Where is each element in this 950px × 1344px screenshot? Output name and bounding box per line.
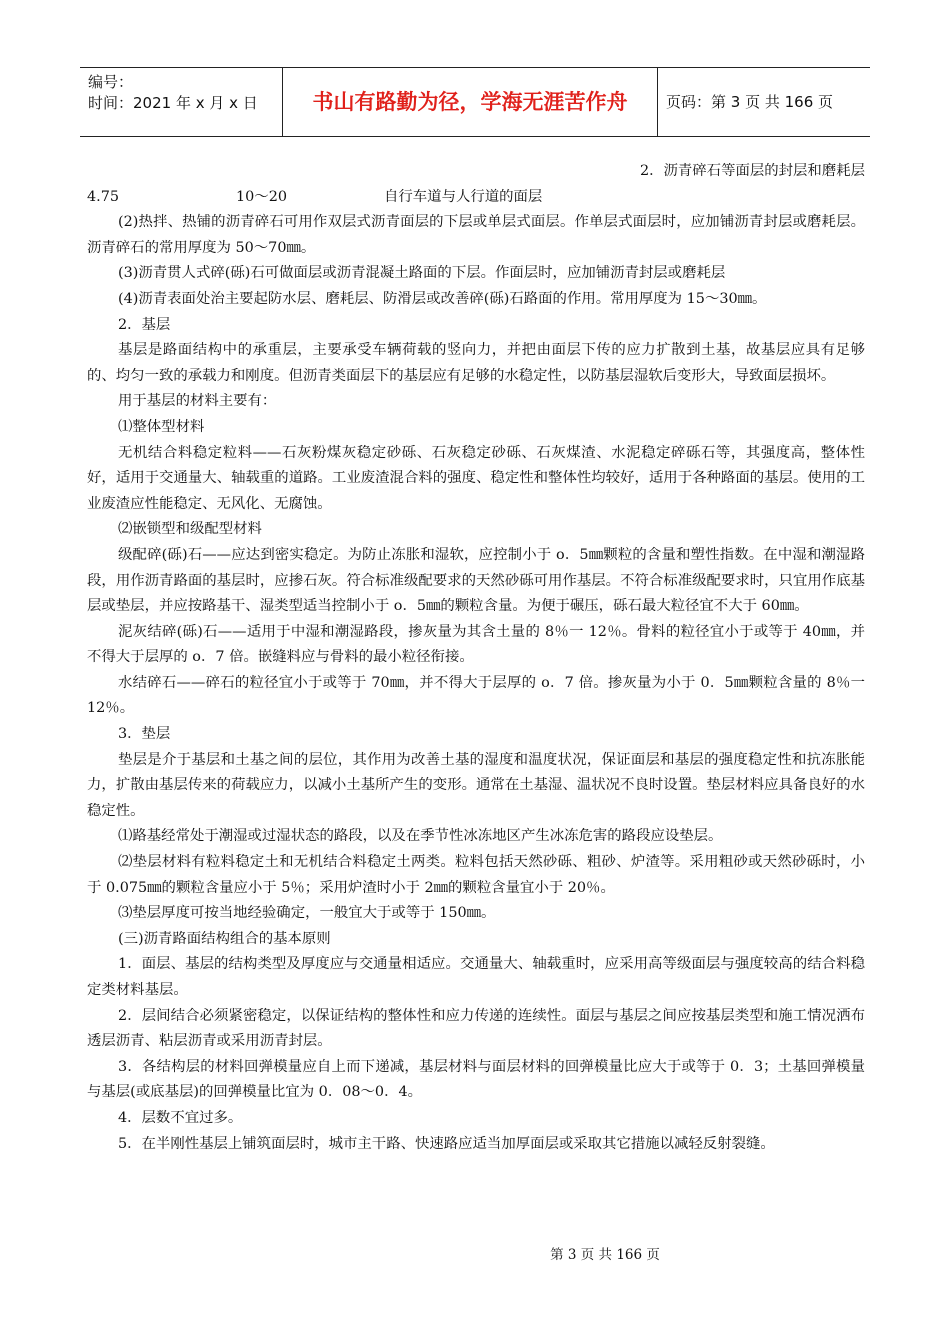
header-meta-cell [80, 68, 283, 136]
table-row [87, 185, 865, 211]
list-item: 4．层数不宜过多。 [118, 1109, 243, 1126]
section-heading: 3．垫层 [118, 726, 171, 743]
page-footer: 第 3 页 共 166 页 [550, 1247, 660, 1263]
list-item: ⑵嵌锁型和级配型材料 [118, 521, 262, 538]
list-item: 3．各结构层的材料回弹模量应自上而下递减，基层材料与面层材料的回弹模量比应大于或等于 0．3；土基回弹模量与基层(或底基层)的回弹模量比宜为 0．08～0．4。 [87, 1058, 865, 1101]
list-item: ⑴整体型材料 [118, 418, 205, 435]
paragraph: 垫层是介于基层和土基之间的层位，其作用为改善土基的湿度和温度状况，保证面层和基层的强度稳定性和抗冻胀能力，扩散由基层传来的荷载应力，以减小土基所产生的变形。通常在土基湿、温状况不良时设置。垫层材料应具备良好的水稳定性。 [87, 751, 865, 819]
table-cell-size: 4.75 [87, 188, 120, 205]
list-item: 5．在半刚性基层上铺筑面层时，城市主干路、快速路应适当加厚面层或采取其它措施以减轻反射裂缝。 [118, 1135, 775, 1152]
table-cell-thickness: 10～20 [236, 188, 288, 205]
paragraph: 用于基层的材料主要有： [118, 393, 277, 410]
section-heading: (三)沥青路面结构组合的基本原则 [118, 930, 331, 947]
document-number-label: 编号： [88, 73, 134, 91]
header-page-number: 页码：第 3 页 共 166 页 [666, 93, 834, 111]
section-heading-seal-layer: 2．沥青碎石等面层的封层和磨耗层 [639, 163, 865, 179]
header-motto: 书山有路勤为径，学海无涯苦作舟 [283, 68, 658, 136]
list-item: 1．面层、基层的结构类型及厚度应与交通量相适应。交通量大、轴载重时，应采用高等级面层与强度较高的结合料稳定类材料基层。 [87, 956, 865, 998]
document-body [87, 159, 865, 1157]
list-item: ⑶垫层厚度可按当地经验确定，一般宜大于或等于 150㎜。 [118, 905, 496, 922]
paragraph: 水结碎石——碎石的粒径宜小于或等于 70㎜，并不得大于层厚的 o．7 倍。掺灰量为小于 0．5㎜颗粒含量的 8％一 12％。 [87, 674, 865, 717]
paragraph: 泥灰结碎(砾)石——适用于中湿和潮湿路段，掺灰量为其含土量的 8％一 12％。骨料的粒径宜小于或等于 40㎜，并不得大于层厚的 o．7 倍。嵌缝料应与骨料的最小粒径衔接。 [87, 623, 865, 666]
paragraph: (2)热拌、热铺的沥青碎石可用作双层式沥青面层的下层或单层式面层。作单层式面层时，应加铺沥青封层或磨耗层。沥青碎石的常用厚度为 50～70㎜。 [87, 214, 865, 256]
paragraph: (3)沥青贯人式碎(砾)石可做面层或沥青混凝土路面的下层。作面层时，应加铺沥青封层或磨耗层 [118, 265, 726, 282]
page-header [80, 67, 870, 137]
list-item: ⑴路基经常处于潮湿或过湿状态的路段，以及在季节性冰冻地区产生冰冻危害的路段应设垫层。 [118, 828, 723, 845]
paragraph: 基层是路面结构中的承重层，主要承受车辆荷载的竖向力，并把由面层下传的应力扩散到土基，故基层应具有足够的、均匀一致的承载力和刚度。但沥青类面层下的基层应有足够的水稳定性，以防基层湿软后变形大，导致面层损坏。 [87, 342, 865, 384]
paragraph: (4)沥青表面处治主要起防水层、磨耗层、防滑层或改善碎(砾)石路面的作用。常用厚度为 15～30㎜。 [118, 290, 767, 307]
section-heading: 2．基层 [118, 316, 171, 333]
document-date-label: 时间：2021 年 x 月 x 日 [88, 94, 258, 112]
list-item: 2．层间结合必须紧密稳定，以保证结构的整体性和应力传递的连续性。面层与基层之间应按基层类型和施工情况洒布透层沥青、粘层沥青或采用沥青封层。 [87, 1007, 865, 1050]
list-item: ⑵垫层材料有粒料稳定土和无机结合料稳定土两类。粒料包括天然砂砾、粗砂、炉渣等。采用粗砂或天然砂砾时，小于 0.075㎜的颗粒含量应小于 5％；采用炉渣时小于 2㎜的颗粒含量宜小于 20％。 [87, 854, 865, 896]
table-cell-usage: 自行车道与人行道的面层 [384, 188, 543, 205]
paragraph: 无机结合料稳定粒料——石灰粉煤灰稳定砂砾、石灰稳定砂砾、石灰煤渣、水泥稳定碎砾石等，其强度高，整体性好，适用于交通量大、轴载重的道路。工业废渣混合料的强度、稳定性和整体性均较好，适用于各种路面的基层。使用的工业废渣应性能稳定、无风化、无腐蚀。 [87, 444, 865, 512]
paragraph: 级配碎(砾)石——应达到密实稳定。为防止冻胀和湿软，应控制小于 o．5㎜颗粒的含量和塑性指数。在中湿和潮湿路段，用作沥青路面的基层时，应掺石灰。符合标准级配要求的天然砂砾可用作基层。不符合标准级配要求时，只宜用作底基层或垫层，并应按路基干、湿类型适当控制小于 o．5㎜的颗粒含量。为便于碾压，砾石最大粒径宜不大于 60㎜。 [87, 546, 865, 615]
